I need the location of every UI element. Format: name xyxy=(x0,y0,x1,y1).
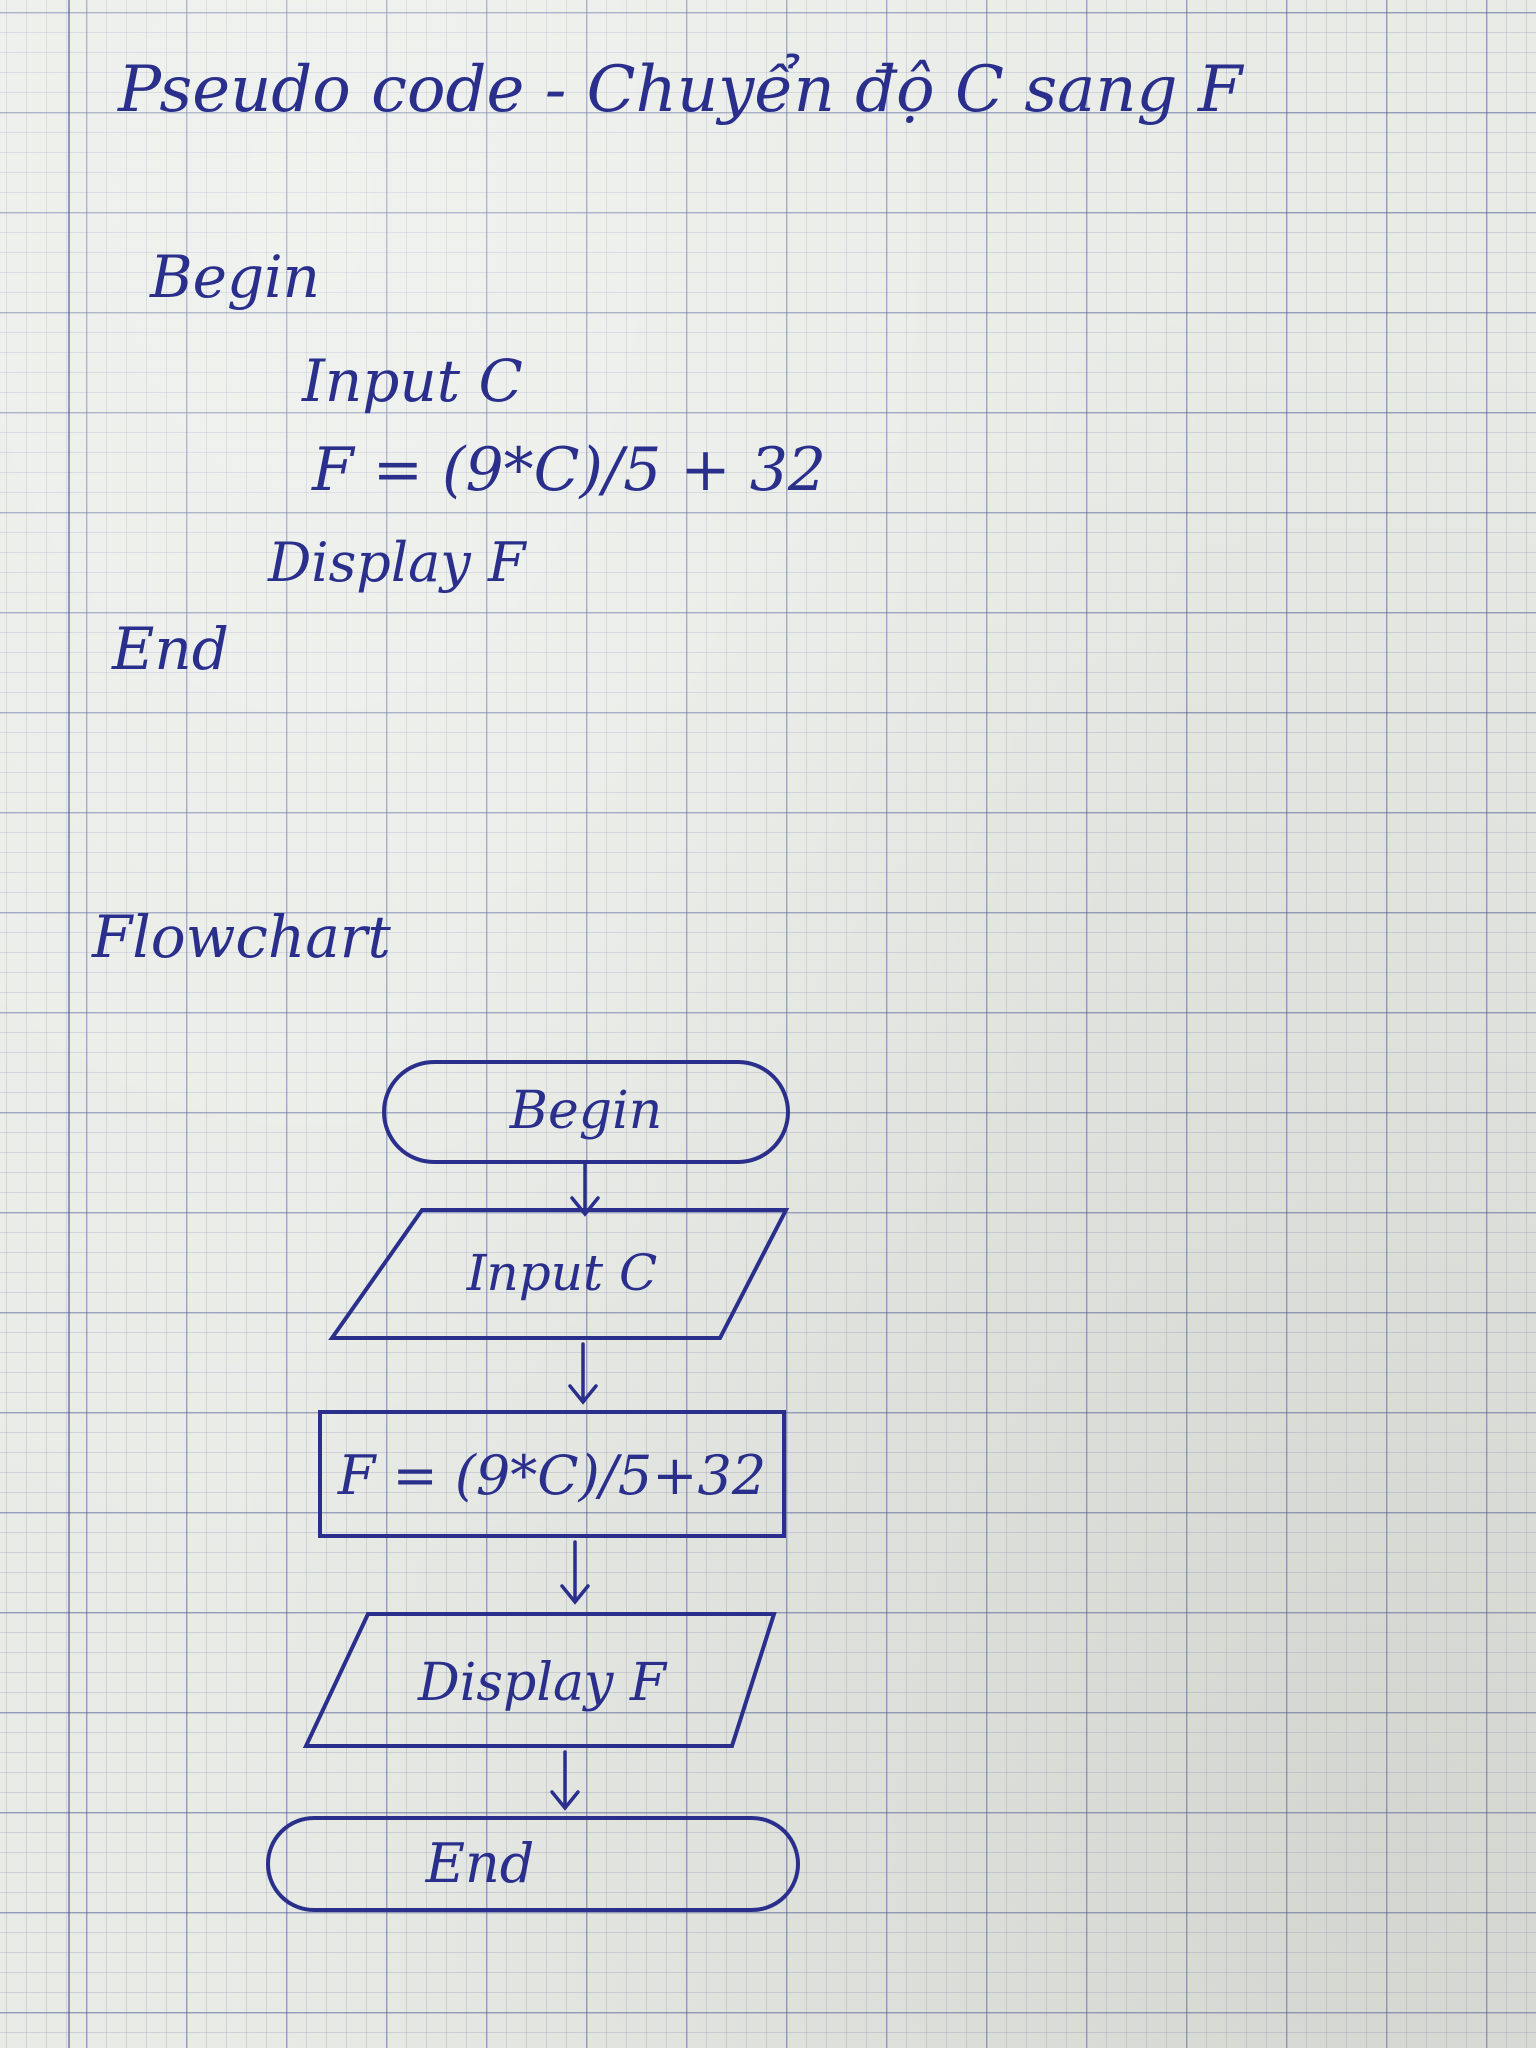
arrow-output-to-end xyxy=(552,1752,578,1808)
flowchart-input-node xyxy=(332,1210,786,1338)
pseudocode-begin: Begin xyxy=(150,243,320,311)
end-node-label: End xyxy=(425,1832,535,1895)
flowchart-heading: Flowchart xyxy=(92,903,391,971)
pseudocode-title: Pseudo code - Chuyển độ C sang F xyxy=(118,53,1243,127)
pseudocode-line-input: Input C xyxy=(302,347,523,415)
flowchart-process-node xyxy=(320,1412,784,1536)
input-node-label: Input C xyxy=(466,1244,658,1302)
flowchart-start-node xyxy=(384,1062,788,1162)
start-node-label: Begin xyxy=(509,1081,663,1141)
output-node-label: Display F xyxy=(418,1653,666,1713)
flowchart-output-node xyxy=(306,1614,774,1746)
pseudocode-line-display: Display F xyxy=(268,531,526,594)
pseudocode-line-formula: F = (9*C)/5 + 32 xyxy=(312,435,827,505)
arrow-input-to-process xyxy=(570,1344,596,1402)
arrow-start-to-input xyxy=(572,1164,598,1214)
arrow-process-to-output xyxy=(562,1542,588,1602)
pseudocode-end: End xyxy=(112,615,229,683)
process-node-label: F = (9*C)/5+32 xyxy=(337,1444,767,1507)
flowchart-end-node xyxy=(268,1818,798,1910)
